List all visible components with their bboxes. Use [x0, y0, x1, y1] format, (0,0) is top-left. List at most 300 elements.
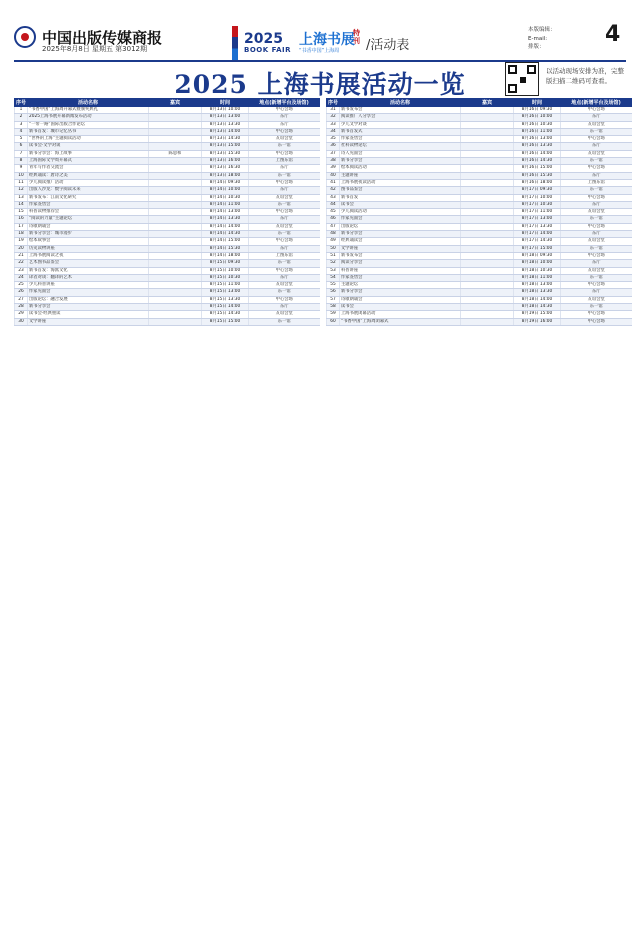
- schedule-table-right: [326, 98, 626, 326]
- row-venue: 东厅: [249, 187, 320, 194]
- row-event: 2025上海书展开幕新闻发布活动: [28, 114, 149, 121]
- row-guest: [149, 143, 202, 150]
- row-number: 27: [15, 296, 28, 303]
- row-time: 8月13日 10:00: [202, 107, 249, 114]
- row-event: 社科读物论坛: [340, 143, 461, 150]
- row-number: 8: [15, 158, 28, 165]
- row-event: 作家签售会: [28, 201, 149, 208]
- row-event: 新书首发式: [340, 128, 461, 135]
- table-row: [327, 114, 632, 121]
- row-time: 8月18日 10:00: [514, 260, 561, 267]
- row-time: 8月18日 13:00: [514, 282, 561, 289]
- table-row: [15, 289, 320, 296]
- row-guest: [149, 245, 202, 252]
- row-guest: [461, 296, 514, 303]
- header-venue: 地点(新增平台及场馆): [249, 99, 320, 107]
- table-row: [15, 260, 320, 267]
- table-row: [15, 311, 320, 318]
- row-number: 43: [327, 194, 340, 201]
- row-guest: [461, 150, 514, 157]
- row-event: 上海书展闭幕活动: [340, 311, 461, 318]
- row-venue: 中心会场: [561, 194, 632, 201]
- row-number: 3: [15, 121, 28, 128]
- row-time: 8月17日 10:00: [514, 194, 561, 201]
- row-guest: [149, 296, 202, 303]
- row-number: 4: [15, 128, 28, 135]
- row-event: 少儿科普讲座: [28, 282, 149, 289]
- row-event: 经典诵读：唐诗之美: [28, 172, 149, 179]
- row-venue: 中心会场: [561, 282, 632, 289]
- table-row: [327, 216, 632, 223]
- row-time: 8月18日 09:30: [514, 252, 561, 259]
- row-number: 17: [15, 223, 28, 230]
- row-time: 8月13日 18:00: [202, 172, 249, 179]
- row-venue: 东一馆: [561, 245, 632, 252]
- row-number: 51: [327, 252, 340, 259]
- row-venue: 中心会场: [249, 238, 320, 245]
- row-time: 8月15日 11:00: [202, 282, 249, 289]
- row-time: 8月13日 16:30: [202, 165, 249, 172]
- row-number: 44: [327, 201, 340, 208]
- row-guest: [461, 311, 514, 318]
- row-event: “书香中国”上海周闭幕式: [340, 318, 461, 325]
- row-venue: 友谊会堂: [249, 223, 320, 230]
- table-row: [327, 121, 632, 128]
- table-row: [15, 179, 320, 186]
- row-guest: [461, 252, 514, 259]
- row-time: 8月14日 10:00: [202, 187, 249, 194]
- row-guest: [461, 201, 514, 208]
- row-venue: 东一馆: [249, 231, 320, 238]
- row-event: 少儿阅读活动: [340, 209, 461, 216]
- row-time: 8月19日 15:00: [514, 311, 561, 318]
- table-row: [327, 128, 632, 135]
- row-time: 8月19日 16:00: [514, 318, 561, 325]
- row-guest: [461, 209, 514, 216]
- fair-slogan: “书香中国”上海周: [299, 47, 340, 54]
- row-event: “阅读的力量”主题论坛: [28, 216, 149, 223]
- row-time: 8月17日 14:30: [514, 238, 561, 245]
- table-row: [15, 267, 320, 274]
- row-event: 读书会: [340, 201, 461, 208]
- header-time: 时间: [202, 99, 249, 107]
- table-row: [15, 209, 320, 216]
- row-venue: 东厅: [561, 201, 632, 208]
- row-guest: [149, 223, 202, 230]
- row-event: 译者对谈：翻译的艺术: [28, 274, 149, 281]
- table-row: [327, 311, 632, 318]
- row-venue: 中心会场: [249, 128, 320, 135]
- row-guest: [461, 231, 514, 238]
- row-guest: [461, 172, 514, 179]
- row-number: 1: [15, 107, 28, 114]
- row-venue: 东一馆: [249, 260, 320, 267]
- row-venue: 友谊会堂: [249, 194, 320, 201]
- row-event: 作家见面会: [340, 216, 461, 223]
- table-row: [327, 252, 632, 259]
- row-time: 8月15日 14:00: [202, 304, 249, 311]
- row-number: 53: [327, 267, 340, 274]
- header-event: 活动名称: [340, 99, 461, 107]
- row-time: 8月17日 15:00: [514, 245, 561, 252]
- row-guest: [461, 114, 514, 121]
- table-row: [327, 260, 632, 267]
- row-event: 出版人沙龙：数字阅读未来: [28, 187, 149, 194]
- row-venue: 东厅: [249, 121, 320, 128]
- row-number: 60: [327, 318, 340, 325]
- row-time: 8月16日 15:30: [514, 172, 561, 179]
- row-guest: [461, 304, 514, 311]
- row-time: 8月16日 15:00: [514, 165, 561, 172]
- book-fair-mark-icon: [232, 26, 238, 60]
- row-number: 45: [327, 209, 340, 216]
- row-guest: [149, 231, 202, 238]
- row-guest: [149, 252, 202, 259]
- row-venue: 东一馆: [249, 289, 320, 296]
- row-guest: [461, 216, 514, 223]
- row-guest: [461, 165, 514, 172]
- row-number: 36: [327, 143, 340, 150]
- row-guest: [461, 318, 514, 325]
- row-guest: [149, 158, 202, 165]
- row-number: 26: [15, 289, 28, 296]
- page-title: 2025 上海书展活动一览: [174, 70, 466, 99]
- row-time: 8月13日 13:30: [202, 121, 249, 128]
- row-number: 29: [15, 311, 28, 318]
- row-guest: [461, 223, 514, 230]
- table-row: [327, 201, 632, 208]
- row-event: 新书分享会: [340, 289, 461, 296]
- table-row: [15, 282, 320, 289]
- row-venue: 东厅: [249, 304, 320, 311]
- row-time: 8月18日 11:00: [514, 274, 561, 281]
- table-row: [15, 121, 320, 128]
- row-venue: 上图东馆: [561, 179, 632, 186]
- table-row: [327, 150, 632, 157]
- special-label: 特刊: [353, 29, 360, 45]
- header-event: 活动名称: [28, 99, 149, 107]
- row-event: 诗歌朗诵会: [28, 223, 149, 230]
- row-guest: [461, 121, 514, 128]
- table-row: [327, 296, 632, 303]
- row-venue: 东厅: [561, 289, 632, 296]
- row-number: 9: [15, 165, 28, 172]
- row-guest: [149, 282, 202, 289]
- row-guest: [461, 143, 514, 150]
- table-row: [327, 179, 632, 186]
- row-number: 52: [327, 260, 340, 267]
- row-event: 作家见面会: [28, 289, 149, 296]
- row-guest: [149, 238, 202, 245]
- table-row: [327, 194, 632, 201]
- row-number: 16: [15, 216, 28, 223]
- row-time: 8月13日 13:00: [202, 114, 249, 121]
- row-time: 8月16日 10:30: [514, 121, 561, 128]
- table-row: [327, 165, 632, 172]
- table-row: [327, 143, 632, 150]
- table-row: [15, 296, 320, 303]
- row-venue: 中心会场: [249, 267, 320, 274]
- table-row: [327, 209, 632, 216]
- row-guest: [149, 209, 202, 216]
- row-venue: 友谊会堂: [249, 282, 320, 289]
- cpn-logo-icon: [14, 26, 36, 48]
- row-venue: 东一馆: [249, 143, 320, 150]
- row-event: 阅读分享会: [340, 260, 461, 267]
- row-venue: 东厅: [249, 165, 320, 172]
- row-number: 7: [15, 150, 28, 157]
- row-event: 主题论坛: [340, 282, 461, 289]
- table-row: [327, 107, 632, 114]
- row-time: 8月14日 10:30: [202, 194, 249, 201]
- row-number: 54: [327, 274, 340, 281]
- row-time: 8月18日 14:30: [514, 304, 561, 311]
- table-row: [327, 304, 632, 311]
- row-venue: 友谊会堂: [561, 150, 632, 157]
- row-event: 读书会·文学对谈: [28, 143, 149, 150]
- row-time: 8月15日 09:30: [202, 260, 249, 267]
- row-time: 8月16日 18:00: [514, 179, 561, 186]
- section-label: /活动表: [366, 38, 410, 53]
- fair-name-cn: 上海书展: [299, 31, 355, 48]
- row-number: 28: [15, 304, 28, 311]
- row-guest: [149, 267, 202, 274]
- email-line: E-mail:: [528, 35, 548, 42]
- row-time: 8月14日 11:00: [202, 201, 249, 208]
- row-venue: 中心会场: [249, 209, 320, 216]
- table-row: [15, 304, 320, 311]
- table-row: [15, 216, 320, 223]
- table-header-row: [327, 99, 632, 107]
- row-time: 8月13日 15:30: [202, 150, 249, 157]
- table-row: [15, 245, 320, 252]
- row-number: 39: [327, 165, 340, 172]
- row-number: 5: [15, 136, 28, 143]
- book-fair-logo: [232, 26, 355, 60]
- row-event: 上海国际文学周开幕式: [28, 158, 149, 165]
- row-number: 11: [15, 179, 28, 186]
- row-venue: 友谊会堂: [249, 311, 320, 318]
- row-time: 8月14日 14:30: [202, 231, 249, 238]
- row-event: 上海书展夜读活动: [340, 179, 461, 186]
- table-row: [15, 238, 320, 245]
- row-time: 8月14日 15:00: [202, 238, 249, 245]
- row-venue: 东一馆: [249, 172, 320, 179]
- row-venue: 东厅: [561, 172, 632, 179]
- table-row: [15, 165, 320, 172]
- row-time: 8月18日 14:00: [514, 296, 561, 303]
- row-venue: 友谊会堂: [561, 121, 632, 128]
- table-row: [327, 231, 632, 238]
- table-row: [327, 318, 632, 325]
- row-number: 34: [327, 128, 340, 135]
- row-event: 阅读推广人分享会: [340, 114, 461, 121]
- table-row: [15, 150, 320, 157]
- row-time: 8月18日 13:30: [514, 289, 561, 296]
- row-guest: [149, 114, 202, 121]
- row-event: 文学讲座: [28, 318, 149, 325]
- row-venue: 中心会场: [249, 150, 320, 157]
- row-number: 49: [327, 238, 340, 245]
- row-number: 24: [15, 274, 28, 281]
- row-number: 23: [15, 267, 28, 274]
- table-row: [327, 158, 632, 165]
- row-number: 46: [327, 216, 340, 223]
- row-event: 诗人见面会: [340, 150, 461, 157]
- row-time: 8月13日 14:00: [202, 128, 249, 135]
- row-venue: 中心会场: [249, 107, 320, 114]
- header-guest: 嘉宾: [149, 99, 202, 107]
- table-row: [15, 158, 320, 165]
- row-event: 诗歌朗诵会: [340, 296, 461, 303]
- row-guest: [149, 179, 202, 186]
- row-venue: 东厅: [561, 260, 632, 267]
- row-event: 经典诵读会: [340, 238, 461, 245]
- row-event: 读书会·经典重读: [28, 311, 149, 318]
- row-number: 35: [327, 136, 340, 143]
- row-number: 13: [15, 194, 28, 201]
- paper-name: 中国出版传媒商报: [42, 28, 163, 47]
- masthead: [0, 0, 640, 64]
- row-event: 新书分享会: [340, 231, 461, 238]
- row-venue: 东厅: [249, 274, 320, 281]
- table-row: [15, 252, 320, 259]
- row-time: 8月16日 10:00: [514, 114, 561, 121]
- row-guest: [461, 187, 514, 194]
- table-row: [327, 172, 632, 179]
- row-number: 50: [327, 245, 340, 252]
- row-venue: 东厅: [561, 114, 632, 121]
- row-event: 文学讲座: [340, 245, 461, 252]
- row-number: 58: [327, 304, 340, 311]
- row-time: 8月17日 13:00: [514, 216, 561, 223]
- table-row: [15, 223, 320, 230]
- table-header-row: [15, 99, 320, 107]
- row-venue: 友谊会堂: [561, 238, 632, 245]
- row-event: “一带一路”国际出版合作论坛: [28, 121, 149, 128]
- row-guest: [149, 216, 202, 223]
- table-row: [15, 172, 320, 179]
- row-number: 56: [327, 289, 340, 296]
- row-event: 新书发布：江南文化研究: [28, 194, 149, 201]
- row-time: 8月14日 13:00: [202, 209, 249, 216]
- row-guest: [149, 107, 202, 114]
- row-time: 8月16日 13:00: [514, 136, 561, 143]
- row-venue: 东一馆: [561, 187, 632, 194]
- row-venue: 东一馆: [561, 304, 632, 311]
- row-guest: [461, 238, 514, 245]
- row-event: 历史读物讲座: [28, 245, 149, 252]
- row-venue: 东厅: [561, 231, 632, 238]
- row-number: 47: [327, 223, 340, 230]
- table-row: [327, 267, 632, 274]
- table-row: [327, 245, 632, 252]
- row-event: 出版论坛: [340, 223, 461, 230]
- header-number: 序号: [15, 100, 26, 106]
- table-row: [15, 128, 320, 135]
- table-row: [15, 231, 320, 238]
- table-row: [15, 187, 320, 194]
- row-number: 48: [327, 231, 340, 238]
- row-guest: [149, 187, 202, 194]
- editor-info: [528, 26, 556, 52]
- row-venue: 中心会场: [561, 107, 632, 114]
- row-number: 15: [15, 209, 28, 216]
- row-time: 8月17日 10:30: [514, 201, 561, 208]
- row-event: 少儿阅读推广活动: [28, 179, 149, 186]
- row-guest: [149, 194, 202, 201]
- schedule-table-left: [14, 98, 314, 326]
- row-event: 新书发布会: [340, 107, 461, 114]
- page-number: 4: [605, 22, 621, 47]
- table-row: [15, 201, 320, 208]
- header-time: 时间: [514, 99, 561, 107]
- row-time: 8月13日 14:30: [202, 136, 249, 143]
- row-event: “世界的上海”主题阅读活动: [28, 136, 149, 143]
- row-time: 8月14日 13:30: [202, 216, 249, 223]
- row-time: 8月14日 18:00: [202, 252, 249, 259]
- row-guest: [149, 165, 202, 172]
- table-row: [327, 223, 632, 230]
- row-time: 8月16日 11:00: [514, 128, 561, 135]
- row-venue: 东一馆: [561, 274, 632, 281]
- row-number: 41: [327, 179, 340, 186]
- row-event: 读书会: [340, 304, 461, 311]
- row-guest: [149, 128, 202, 135]
- row-event: 新书分享会: [340, 158, 461, 165]
- row-number: 2: [15, 114, 28, 121]
- row-event: 科普读物推荐会: [28, 209, 149, 216]
- row-event: 新书首发: [340, 194, 461, 201]
- row-event: 绘本故事会: [28, 238, 149, 245]
- row-event: 上海书展阅读之夜: [28, 252, 149, 259]
- row-time: 8月16日 14:30: [514, 158, 561, 165]
- row-venue: 友谊会堂: [561, 296, 632, 303]
- editor-line: 本版编辑：: [528, 27, 556, 33]
- row-guest: [461, 289, 514, 296]
- table-row: [327, 136, 632, 143]
- row-venue: 东厅: [249, 245, 320, 252]
- row-venue: 东厅: [249, 114, 320, 121]
- row-time: 8月17日 13:30: [514, 223, 561, 230]
- row-number: 59: [327, 311, 340, 318]
- qr-code-icon[interactable]: [505, 62, 539, 96]
- row-venue: 中心会场: [561, 311, 632, 318]
- row-number: 42: [327, 187, 340, 194]
- row-event: 新书首发：海派文化: [28, 267, 149, 274]
- row-number: 31: [327, 107, 340, 114]
- row-time: 8月14日 15:30: [202, 245, 249, 252]
- table-row: [15, 318, 320, 325]
- row-number: 33: [327, 121, 340, 128]
- row-guest: [149, 172, 202, 179]
- row-number: 32: [327, 114, 340, 121]
- issue-date: 2025年8月8日 星期五 第3012期: [42, 45, 147, 53]
- row-time: 8月17日 14:00: [514, 231, 561, 238]
- row-guest: [461, 128, 514, 135]
- row-time: 8月15日 10:00: [202, 267, 249, 274]
- row-event: 作家签售会: [340, 274, 461, 281]
- table-row: [15, 114, 320, 121]
- row-time: 8月17日 11:00: [514, 209, 561, 216]
- row-guest: [149, 311, 202, 318]
- row-time: 8月15日 13:00: [202, 289, 249, 296]
- row-venue: 东厅: [249, 216, 320, 223]
- row-event: 科普讲座: [340, 267, 461, 274]
- table-row: [327, 274, 632, 281]
- header-number: 序号: [327, 100, 338, 106]
- row-time: 8月15日 14:30: [202, 311, 249, 318]
